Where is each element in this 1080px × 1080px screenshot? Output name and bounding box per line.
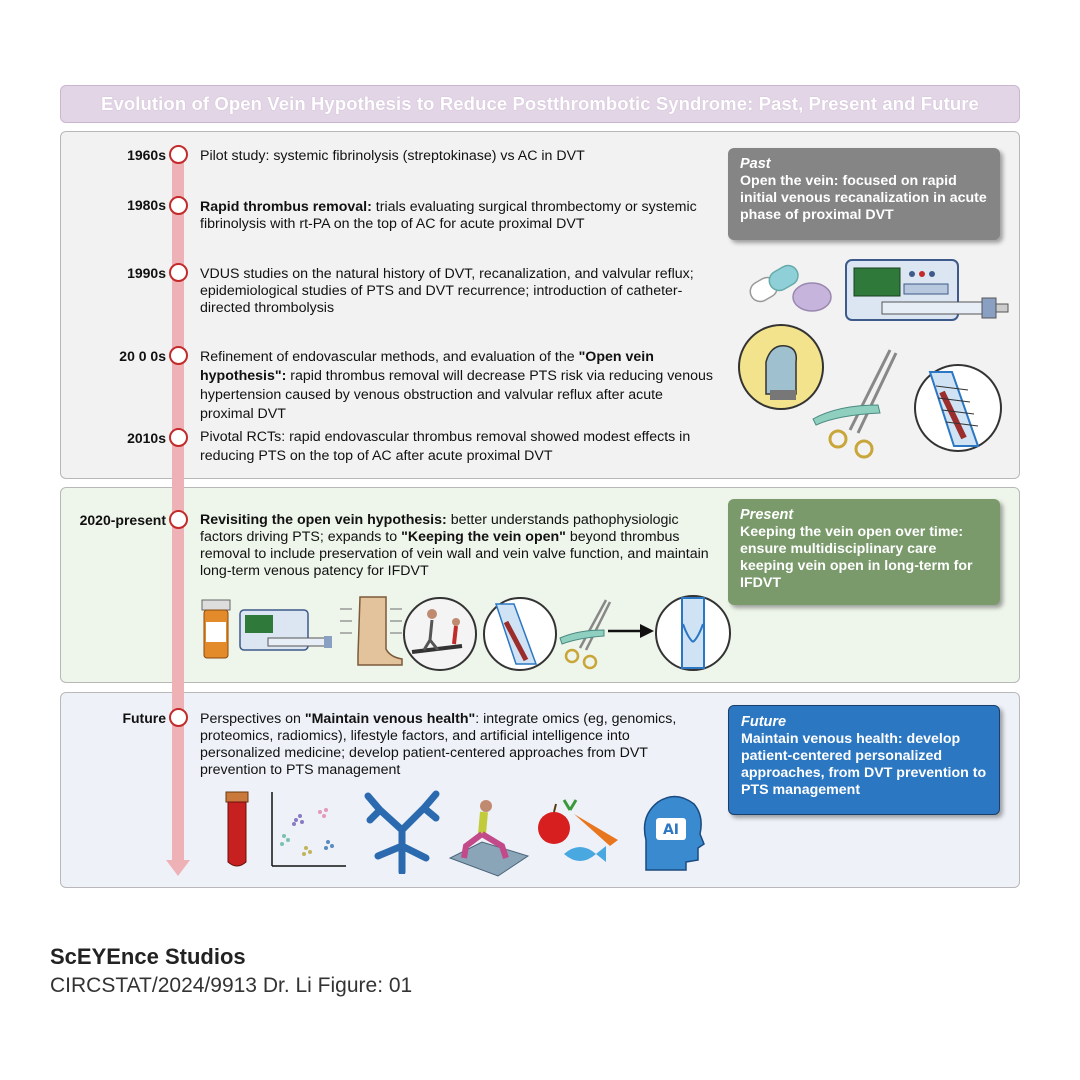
timeline-text-2020-present: Revisiting the open vein hypothesis: better understands pathophysiologic factors driving PTS; expands to "Keeping the vein open" beyond thrombus removal to include preservation of vein wall and vein valve function, and maintain long-term venous patency for IFDVT	[200, 512, 709, 579]
timeline-bar	[172, 150, 184, 862]
summary-tag-present: Present	[740, 507, 794, 523]
blood-tube-icon	[222, 790, 252, 872]
summary-box-present	[728, 499, 1000, 605]
exercise-lunge-icon	[446, 796, 530, 880]
studio-credit: ScEYEnce Studios	[50, 944, 246, 969]
vein-valve-icon	[654, 594, 732, 672]
summary-text-past: Open the vein: focused on rapid initial venous recanalization in acute phase of proximal DVT	[740, 173, 987, 223]
healthy-food-icon	[534, 792, 624, 872]
timeline-dot	[169, 708, 188, 727]
stent-vein-icon	[912, 362, 1004, 454]
infusion-pump-icon	[842, 258, 1012, 324]
forceps-icon	[808, 345, 908, 465]
timeline-text-1980s: Rapid thrombus removal: trials evaluating surgical thrombectomy or systemic fibrinolysis with rt-PA on the top of AC for acute proximal DVT	[200, 199, 697, 232]
omics-scatter-icon	[266, 790, 348, 872]
summary-box-future	[728, 705, 1000, 815]
era-label-2000s: 20 0 0s	[119, 348, 166, 364]
era-label-1980s: 1980s	[127, 197, 166, 213]
tablet-icon	[790, 280, 834, 314]
era-label-1960s: 1960s	[127, 147, 166, 163]
summary-tag-past: Past	[740, 156, 771, 172]
timeline-dot	[169, 145, 188, 164]
timeline-dot	[169, 196, 188, 215]
timeline-text-2000s: Refinement of endovascular methods, and evaluation of the "Open vein hypothesis": rapid thrombus removal will decrease PTS risk via reducing venous hypertension caused by venous obstruction and valvular reflux after acute proximal DVT	[200, 349, 713, 422]
era-label-1990s: 1990s	[127, 265, 166, 281]
figure-title: Evolution of Open Vein Hypothesis to Reduce Postthrombotic Syndrome: Past, Present and Future	[60, 85, 1020, 123]
era-label-future: Future	[122, 710, 166, 726]
timeline-arrow-head	[166, 860, 190, 876]
summary-tag-future: Future	[741, 714, 787, 730]
arrow-right-icon	[606, 620, 656, 642]
figure-reference: CIRCSTAT/2024/9913 Dr. Li Figure: 01	[50, 974, 413, 997]
medicine-bottle-icon	[198, 598, 234, 662]
summary-text-present: Keeping the vein open over time: ensure multidisciplinary care keeping vein open in long-term for IFDVT	[740, 524, 973, 591]
infusion-pump-icon	[238, 608, 334, 652]
era-label-2010s: 2010s	[127, 430, 166, 446]
timeline-dot	[169, 428, 188, 447]
ai-head-icon	[636, 790, 706, 874]
stent-vein-icon	[482, 596, 558, 672]
timeline-text-future: Perspectives on "Maintain venous health": integrate omics (eg, genomics, proteomics, radiomics), lifestyle factors, and artificial intelligence into personalized medicine; develop patient-centered approaches from DVT prevention to PTS management	[200, 711, 677, 778]
timeline-text-1990s: VDUS studies on the natural history of DVT, recanalization, and valvular reflux; epidemiological studies of PTS and DVT recurrence; introduction of catheter-directed thrombolysis	[200, 266, 694, 316]
timeline-text-2010s: Pivotal RCTs: rapid endovascular thrombus removal showed modest effects in reducing PTS on the top of AC after acute proximal DVT	[200, 429, 691, 464]
timeline-dot	[169, 263, 188, 282]
vein-tree-icon	[360, 790, 444, 874]
timeline-text-1960s: Pilot study: systemic fibrinolysis (streptokinase) vs AC in DVT	[200, 148, 585, 164]
ai-label: AI	[662, 822, 680, 838]
era-label-2020-present: 2020-present	[79, 512, 166, 528]
summary-box-past	[728, 148, 1000, 240]
summary-text-future: Maintain venous health: develop patient-centered personalized approaches, from DVT prevention to PTS management	[741, 731, 987, 798]
timeline-dot	[169, 510, 188, 529]
compression-stocking-icon	[338, 595, 406, 667]
timeline-dot	[169, 346, 188, 365]
treadmill-exercise-icon	[402, 596, 478, 672]
